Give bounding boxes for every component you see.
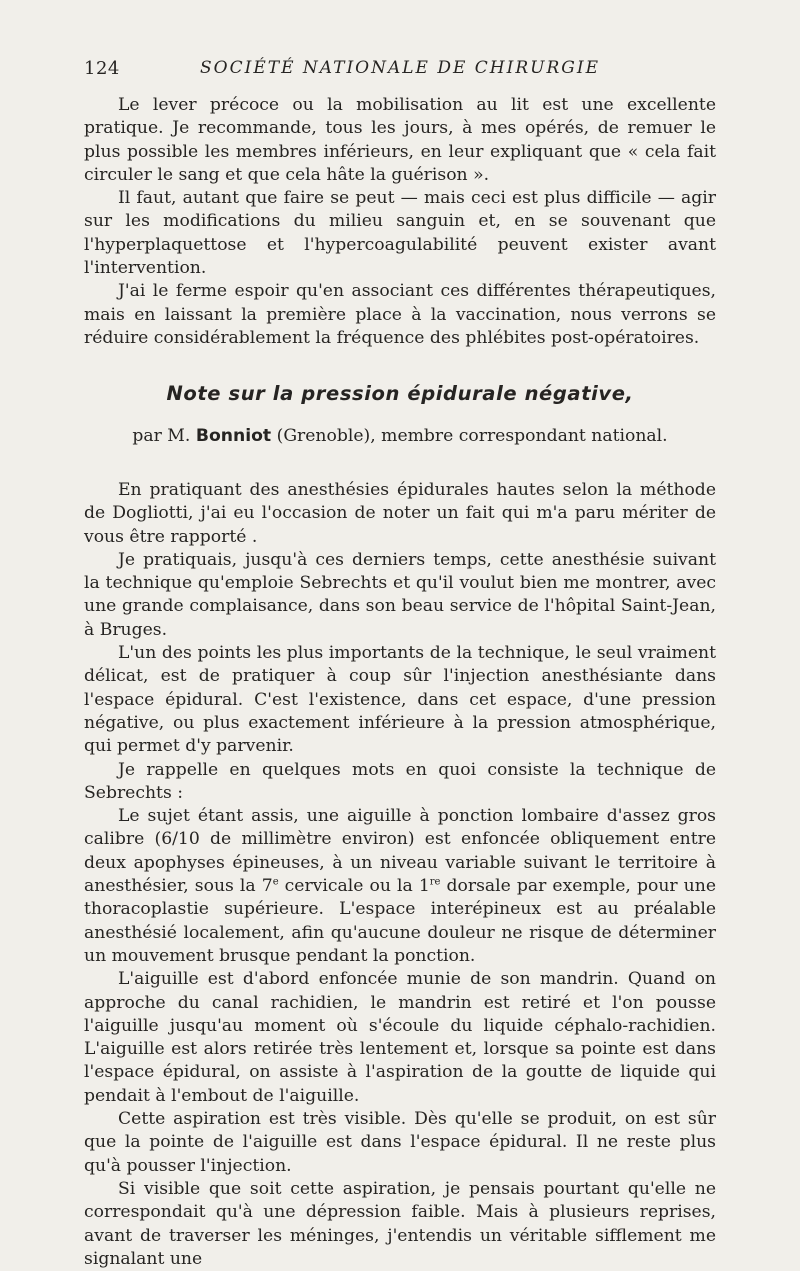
superscript: e [272,876,279,888]
page-number: 124 [84,58,120,79]
paragraph: Cette aspiration est très visible. Dès qu'elle se produit, on est sûr que la pointe de l'aiguille est dans l'espace épidural. Il ne reste plus qu'à pousser l'injection. [84,1109,716,1176]
superscript: re [429,876,441,888]
byline [84,426,716,446]
paragraph: Je rappelle en quelques mots en quoi consiste la technique de Sebrechts : [84,759,716,803]
continued-text-block [84,94,716,350]
paragraph: J'ai le ferme espoir qu'en associant ces différentes thérapeutiques, mais en laissant la première place à la vaccination, nous verrons se réduire considérablement la fréquence des phlébites post-opératoires. [84,281,716,348]
article-body [84,479,716,1271]
text-run: dorsale par exemple, pour une thoracoplastie supérieure. L'espace interépineux est au préalable anesthésié localement, afin qu'aucune douleur ne risque de déterminer un mouvement brusque pendant la ponction. [84,876,716,966]
page-header [84,58,716,84]
text-run: cervicale ou la 1 [278,876,430,897]
paragraph: Je pratiquais, jusqu'à ces derniers temps, cette anesthésie suivant la technique qu'emploie Sebrechts et qu'il voulut bien me montrer, avec une grande complaisance, dans son beau service de l'hôpital Saint-Jean, à Bruges. [84,549,716,640]
running-title: SOCIÉTÉ NATIONALE DE CHIRURGIE [200,58,600,78]
paragraph: L'aiguille est d'abord enfoncée munie de son mandrin. Quand on approche du canal rachidien, le mandrin est retiré et l'on pousse l'aiguille jusqu'au moment où s'écoule du liquide céphalo-rachidien. L'aiguille est alors retirée très lentement et, lorsque sa pointe est dans l'espace épidural, on assiste à l'aspiration de la goutte de liquide qui pendait à l'embout de l'aiguille. [84,969,716,1106]
author-name: Bonniot [195,426,272,446]
byline-suffix: (Grenoble), membre correspondant national. [276,426,668,446]
text-run: Le sujet étant assis, une aiguille à ponction lombaire d'assez gros calibre (6/10 de millimètre environ) est enfoncée obliquement entre deux apophyses épineuses, à un niveau variable suivant le territoire à anesthésier, sous la 7 [84,806,716,897]
paragraph: L'un des points les plus importants de la technique, le seul vraiment délicat, est de pratiquer à coup sûr l'injection anesthésiante dans l'espace épidural. C'est l'existence, dans cet espace, d'une pression négative, ou plus exactement inférieure à la pression atmosphérique, qui permet d'y parvenir. [84,643,716,757]
byline-prefix: par M. [132,426,191,446]
article-title: Note sur la pression épidurale négative, [166,382,634,405]
paragraph: En pratiquant des anesthésies épidurales hautes selon la méthode de Dogliotti, j'ai eu l'occasion de noter un fait qui m'a paru mériter de vous être rapporté . [84,480,716,547]
paragraph: Il faut, autant que faire se peut — mais ceci est plus difficile — agir sur les modifications du milieu sanguin et, en se souvenant que l'hyperplaquettose et l'hypercoagulabilité peuvent exister avant l'intervention. [84,188,716,279]
paragraph: Le lever précoce ou la mobilisation au lit est une excellente pratique. Je recommande, tous les jours, à mes opérés, de remuer le plus possible les membres inférieurs, en leur expliquant que « cela fait circuler le sang et que cela hâte la guérison ». [84,95,716,185]
paragraph [84,805,716,968]
paragraph: Si visible que soit cette aspiration, je pensais pourtant qu'elle ne correspondait qu'à une dépression faible. Mais à plusieurs reprises, avant de traverser les méninges, j'entendis un véritable sifflement me signalant une [84,1178,716,1269]
